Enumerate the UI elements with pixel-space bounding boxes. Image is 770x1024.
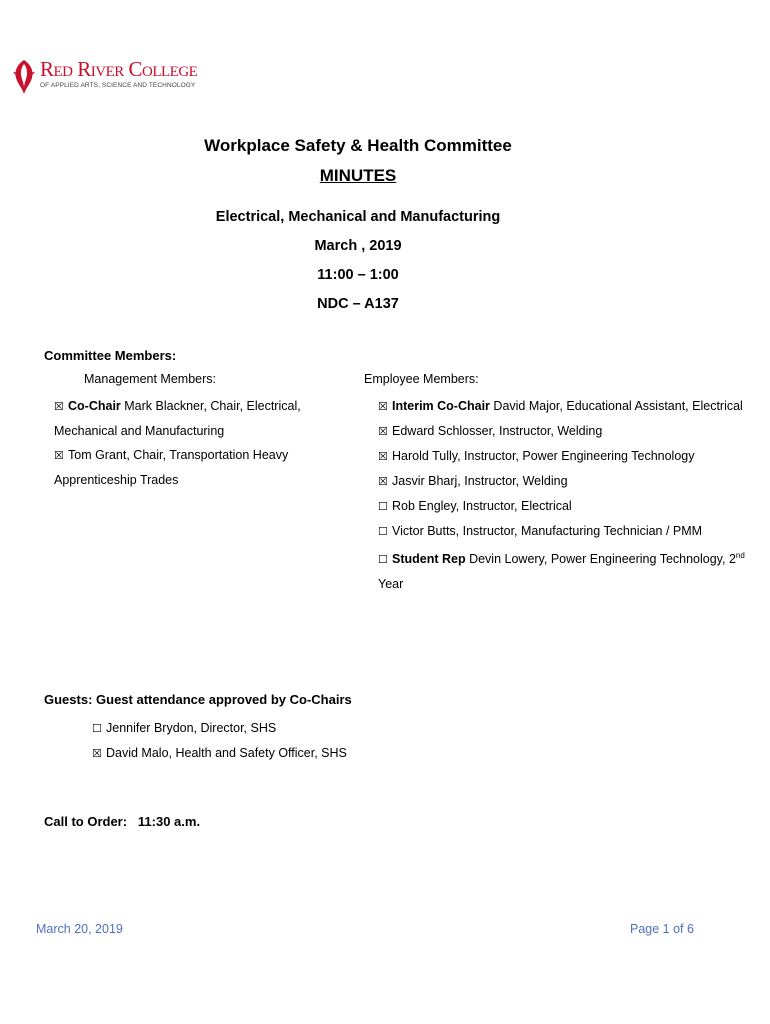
management-members-list bbox=[54, 394, 354, 492]
member-role: Interim Co-Chair bbox=[392, 399, 490, 413]
committee-members-label: Committee Members: bbox=[44, 348, 177, 363]
checkbox-checked: ☒ bbox=[378, 476, 388, 488]
checkbox-unchecked: ☐ bbox=[378, 526, 388, 538]
employee-members-label: Employee Members: bbox=[364, 372, 479, 386]
list-item bbox=[378, 419, 758, 444]
meeting-time: 11:00 – 1:00 bbox=[317, 267, 399, 283]
document-title: Workplace Safety & Health Committee bbox=[204, 136, 512, 155]
guests-label: Guests: Guest attendance approved by Co-Chairs bbox=[44, 692, 352, 707]
department: Electrical, Mechanical and Manufacturing bbox=[215, 209, 501, 225]
call-to-order: Call to Order: 11:30 a.m. bbox=[44, 814, 201, 829]
checkbox-checked: ☒ bbox=[92, 748, 102, 760]
member-text: Edward Schlosser, Instructor, Welding bbox=[392, 424, 603, 438]
member-text: David Major, Educational Assistant, Electrical bbox=[489, 399, 743, 413]
checkbox-unchecked: ☐ bbox=[92, 723, 102, 735]
checkbox-checked: ☒ bbox=[378, 401, 388, 413]
page-number: Page 1 of 6 bbox=[630, 922, 694, 936]
member-text: Devin Lowery, Power Engineering Technology, 2 bbox=[465, 552, 736, 567]
checkbox-checked: ☒ bbox=[54, 401, 64, 413]
guest-text: David Malo, Health and Safety Officer, SHS bbox=[106, 746, 347, 760]
list-item bbox=[378, 519, 758, 544]
member-text: Rob Engley, Instructor, Electrical bbox=[392, 499, 572, 513]
meeting-date: March , 2019 bbox=[314, 238, 402, 254]
document-subtitle: MINUTES bbox=[319, 166, 397, 185]
guests-list bbox=[92, 716, 347, 766]
member-text: Tom Grant, Chair, Transportation Heavy Apprenticeship Trades bbox=[54, 448, 289, 487]
logo-name: Red River College bbox=[40, 57, 198, 81]
meeting-location: NDC – A137 bbox=[317, 296, 399, 312]
ordinal-suffix: nd bbox=[735, 551, 745, 560]
member-text: Victor Butts, Instructor, Manufacturing Technician / PMM bbox=[392, 524, 703, 538]
list-item bbox=[54, 443, 354, 492]
list-item bbox=[378, 394, 758, 419]
logo-tagline: OF APPLIED ARTS, SCIENCE AND TECHNOLOGY bbox=[40, 82, 196, 89]
list-item bbox=[378, 469, 758, 494]
college-logo bbox=[12, 58, 197, 96]
member-text: Mark Blackner, Chair, Electrical, Mechanical and Manufacturing bbox=[54, 399, 301, 438]
list-item bbox=[378, 544, 758, 596]
checkbox-checked: ☒ bbox=[378, 426, 388, 438]
member-text-tail: Year bbox=[378, 577, 404, 592]
checkbox-unchecked: ☐ bbox=[378, 554, 388, 567]
guest-text: Jennifer Brydon, Director, SHS bbox=[106, 721, 277, 735]
checkbox-unchecked: ☐ bbox=[378, 501, 388, 513]
management-members-label: Management Members: bbox=[84, 372, 217, 386]
list-item bbox=[92, 741, 347, 766]
list-item bbox=[54, 394, 354, 443]
checkbox-checked: ☒ bbox=[54, 450, 64, 462]
list-item bbox=[378, 444, 758, 469]
logo-emblem-icon bbox=[12, 58, 36, 96]
member-role: Co-Chair bbox=[68, 399, 121, 413]
footer-date: March 20, 2019 bbox=[36, 922, 123, 936]
member-text: Harold Tully, Instructor, Power Engineering Technology bbox=[392, 449, 695, 463]
employee-members-list bbox=[378, 394, 758, 596]
member-role: Student Rep bbox=[392, 552, 466, 567]
member-text: Jasvir Bharj, Instructor, Welding bbox=[392, 474, 568, 488]
list-item bbox=[92, 716, 347, 741]
checkbox-checked: ☒ bbox=[378, 451, 388, 463]
list-item bbox=[378, 494, 758, 519]
